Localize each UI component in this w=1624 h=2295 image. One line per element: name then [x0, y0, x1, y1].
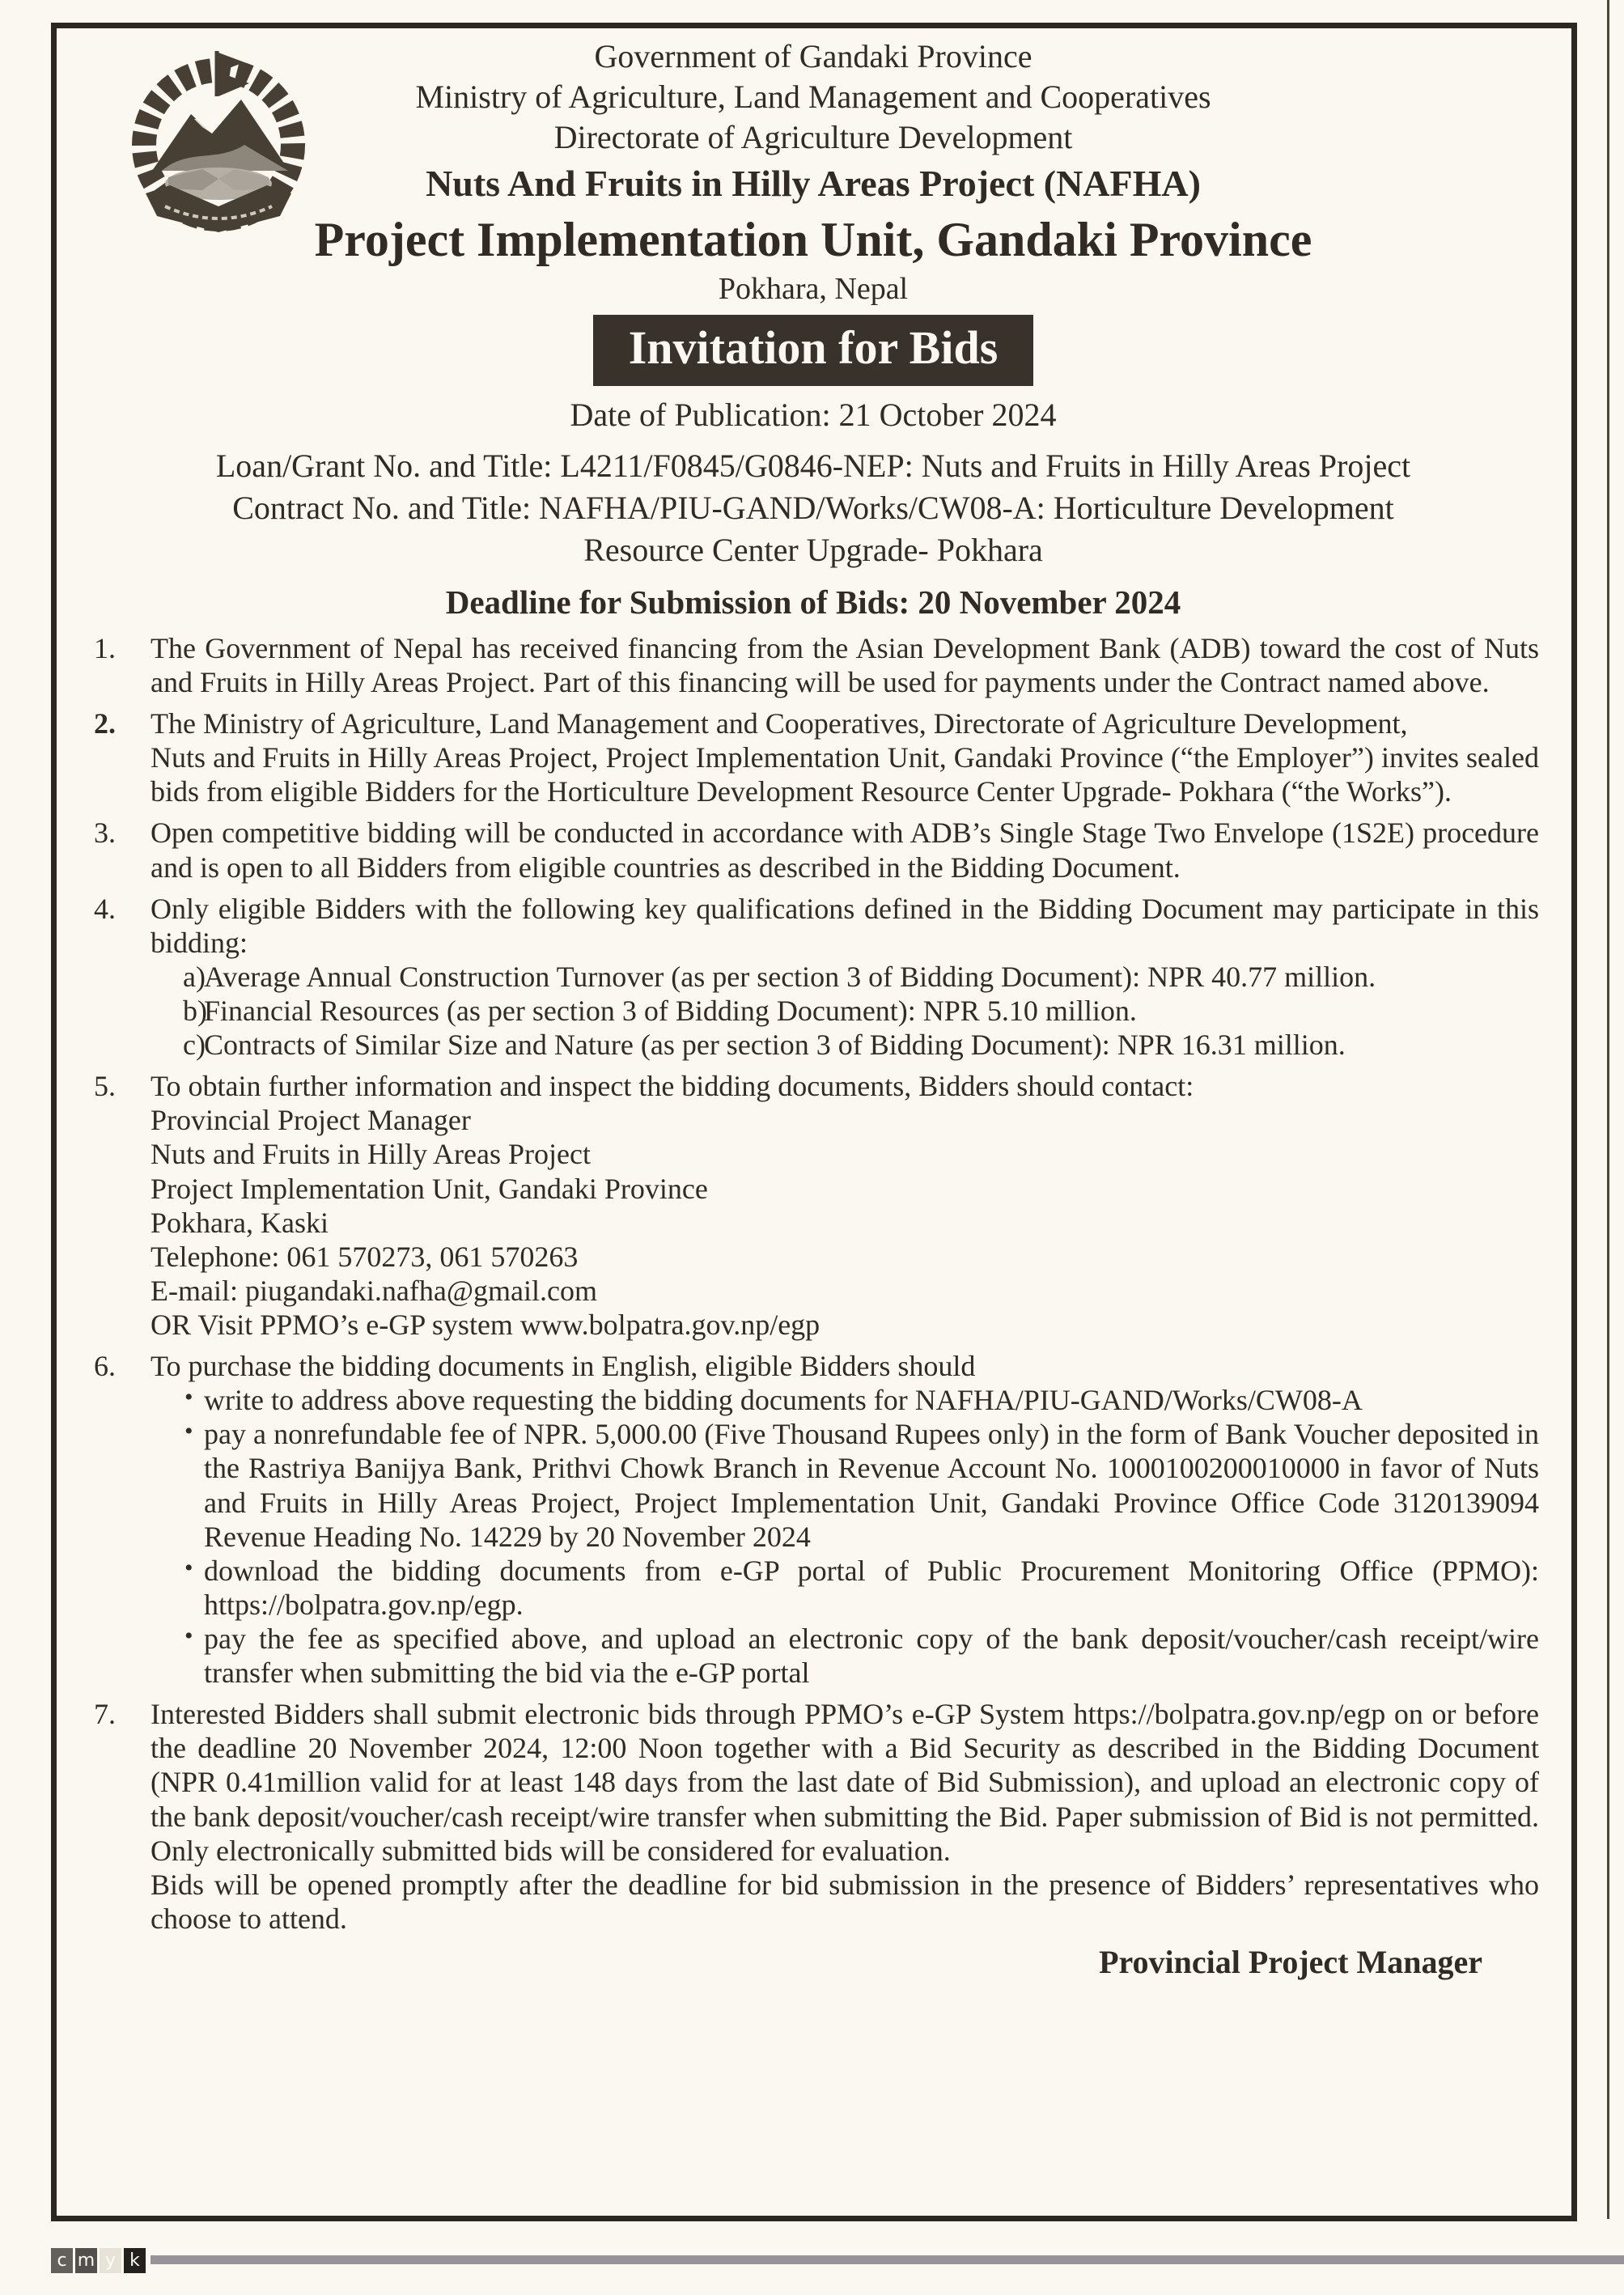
contact-name: Provincial Project Manager: [151, 1104, 471, 1137]
bullet-text: pay a nonrefundable fee of NPR. 5,000.00 (Five Thousand Rupees only) in the form of Bank Voucher deposited in the Rastriya Banijya Bank, Prithvi Chowk Branch in Revenue Account No. 1000100200010000 in favor of Nuts and Fruits in Hilly Areas Project, Project Implementation Unit, Gandaki Province Office Code 3120139094 Revenue Heading No. 14229 by 20 November 2024: [204, 1418, 1539, 1553]
item-number: 3.: [94, 817, 116, 850]
item-number: 4.: [94, 892, 116, 925]
qualification-c: [151, 1028, 1539, 1062]
item-text: Bids will be opened promptly after the deadline for bid submission in the presence of Bidders’ representatives who choose to attend.: [151, 1868, 1539, 1935]
sub-item-text: Financial Resources (as per section 3 of Bidding Document): NPR 5.10 million.: [204, 994, 1137, 1027]
item-text: To obtain further information and inspect the bidding documents, Bidders should contact:: [151, 1070, 1194, 1103]
list-item-2: [87, 706, 1539, 808]
loan-grant-title: Loan/Grant No. and Title: L4211/F0845/G0846-NEP: Nuts and Fruits in Hilly Areas Project: [215, 447, 1411, 484]
footer-rule: [151, 2255, 1624, 2264]
cyan-registration-mark: c: [51, 2248, 73, 2273]
list-item-6: [87, 1349, 1539, 1690]
bullet-text: pay the fee as specified above, and upload an electronic copy of the bank deposit/voucher/cash receipt/wire transfer when submitting the bid via the e-GP portal: [204, 1622, 1539, 1690]
sub-item-letter: c): [183, 1029, 206, 1062]
item-number: 7.: [94, 1698, 116, 1731]
bullet-icon: •: [184, 1622, 193, 1649]
contact-project: Nuts and Fruits in Hilly Areas Project: [151, 1138, 591, 1171]
sub-item-text: Contracts of Similar Size and Nature (as per section 3 of Bidding Document): NPR 16.31 million.: [204, 1029, 1346, 1062]
page-edge-rule: [1607, 0, 1609, 2219]
list-item-5: [87, 1069, 1539, 1342]
item-number: 6.: [94, 1350, 116, 1383]
header-ministry: Ministry of Agriculture, Land Management and Cooperatives: [415, 78, 1211, 115]
contract-title-continued: Resource Center Upgrade- Pokhara: [583, 531, 1043, 568]
header-location: Pokhara, Nepal: [718, 271, 909, 306]
bullet-icon: •: [184, 1384, 193, 1411]
header-directorate: Directorate of Agriculture Development: [553, 119, 1073, 155]
header-project-name: Nuts And Fruits in Hilly Areas Project (NAFHA): [426, 163, 1201, 204]
list-item-7: [87, 1697, 1539, 1936]
item-number: 1.: [94, 631, 116, 664]
header-implementation-unit: Project Implementation Unit, Gandaki Province: [314, 212, 1312, 266]
item-number: 2.: [94, 707, 116, 740]
list-item-4: [87, 892, 1539, 1063]
black-registration-mark: k: [124, 2248, 146, 2273]
contract-title: Contract No. and Title: NAFHA/PIU-GAND/Works/CW08-A: Horticulture Development: [232, 489, 1394, 526]
signature-title: Provincial Project Manager: [1099, 1943, 1482, 1980]
item-text: Only eligible Bidders with the following key qualifications defined in the Bidding Document may participate in this bidding:: [151, 892, 1539, 959]
bullet-icon: •: [184, 1554, 193, 1581]
bullet-text: write to address above requesting the bidding documents for NAFHA/PIU-GAND/Works/CW08-A: [204, 1384, 1363, 1417]
bullet-upload-receipt: [151, 1622, 1539, 1690]
invitation-banner: Invitation for Bids: [593, 315, 1034, 386]
list-item-3: [87, 816, 1539, 884]
list-item-1: [87, 631, 1539, 699]
notice-body: [87, 631, 1539, 1936]
print-registration-footer: [0, 2245, 1624, 2277]
contact-egp-system: OR Visit PPMO’s e-GP system www.bolpatra.gov.np/egp: [151, 1308, 820, 1341]
bullet-write-to-address: [151, 1383, 1539, 1417]
bullet-icon: •: [184, 1418, 193, 1445]
header-government: Government of Gandaki Province: [594, 38, 1032, 74]
invitation-notice: [51, 23, 1577, 2221]
banner-row: [87, 315, 1539, 386]
qualification-a: [151, 960, 1539, 994]
publication-date: Date of Publication: 21 October 2024: [570, 396, 1057, 433]
item-text: Nuts and Fruits in Hilly Areas Project, Project Implementation Unit, Gandaki Province (“the Employer”) invites sealed bids from eligible Bidders for the Horticulture Development Resource Center Upgrade- Pokhara (“the Works”).: [151, 741, 1539, 808]
bullet-pay-fee: [151, 1417, 1539, 1553]
item-text: Interested Bidders shall submit electronic bids through PPMO’s e-GP System https://bolpatra.gov.np/egp on or before the deadline 20 November 2024, 12:00 Noon together with a Bid Security as described in the Bidding Document (NPR 0.41million valid for at least 148 days from the last date of Bid Submission), and upload an electronic copy of the bank deposit/voucher/cash receipt/wire transfer when submitting the Bid. Paper submission of Bid is not permitted. Only electronically submitted bids will be considered for evaluation.: [151, 1698, 1539, 1867]
sub-item-letter: b): [183, 994, 207, 1027]
qualification-b: [151, 994, 1539, 1028]
submission-deadline: Deadline for Submission of Bids: 20 November 2024: [445, 583, 1181, 621]
bullet-download-documents: [151, 1554, 1539, 1622]
nepal-government-emblem-icon: [121, 48, 316, 252]
contact-telephone: Telephone: 061 570273, 061 570263: [151, 1240, 579, 1273]
item-number: 5.: [94, 1070, 116, 1103]
contact-unit: Project Implementation Unit, Gandaki Province: [151, 1172, 708, 1205]
contact-email: E-mail: piugandaki.nafha@gmail.com: [151, 1274, 597, 1307]
bullet-text: download the bidding documents from e-GP portal of Public Procurement Monitoring Office (PPMO): https://bolpatra.gov.np/egp.: [204, 1554, 1539, 1621]
contact-city: Pokhara, Kaski: [151, 1206, 329, 1239]
magenta-registration-mark: m: [75, 2248, 97, 2273]
sub-item-text: Average Annual Construction Turnover (as per section 3 of Bidding Document): NPR 40.77 million.: [204, 960, 1376, 993]
item-text: The Government of Nepal has received financing from the Asian Development Bank (ADB) toward the cost of Nuts and Fruits in Hilly Areas Project. Part of this financing will be used for payments under the Contract named above.: [151, 631, 1539, 698]
item-text: To purchase the bidding documents in English, eligible Bidders should: [151, 1350, 976, 1383]
yellow-registration-mark: y: [100, 2248, 121, 2273]
sub-item-letter: a): [183, 960, 206, 993]
item-text: Open competitive bidding will be conducted in accordance with ADB’s Single Stage Two Envelope (1S2E) procedure and is open to all Bidders from eligible countries as described in the Bidding Document.: [151, 817, 1539, 884]
item-text: The Ministry of Agriculture, Land Management and Cooperatives, Directorate of Agriculture Development,: [151, 707, 1408, 740]
